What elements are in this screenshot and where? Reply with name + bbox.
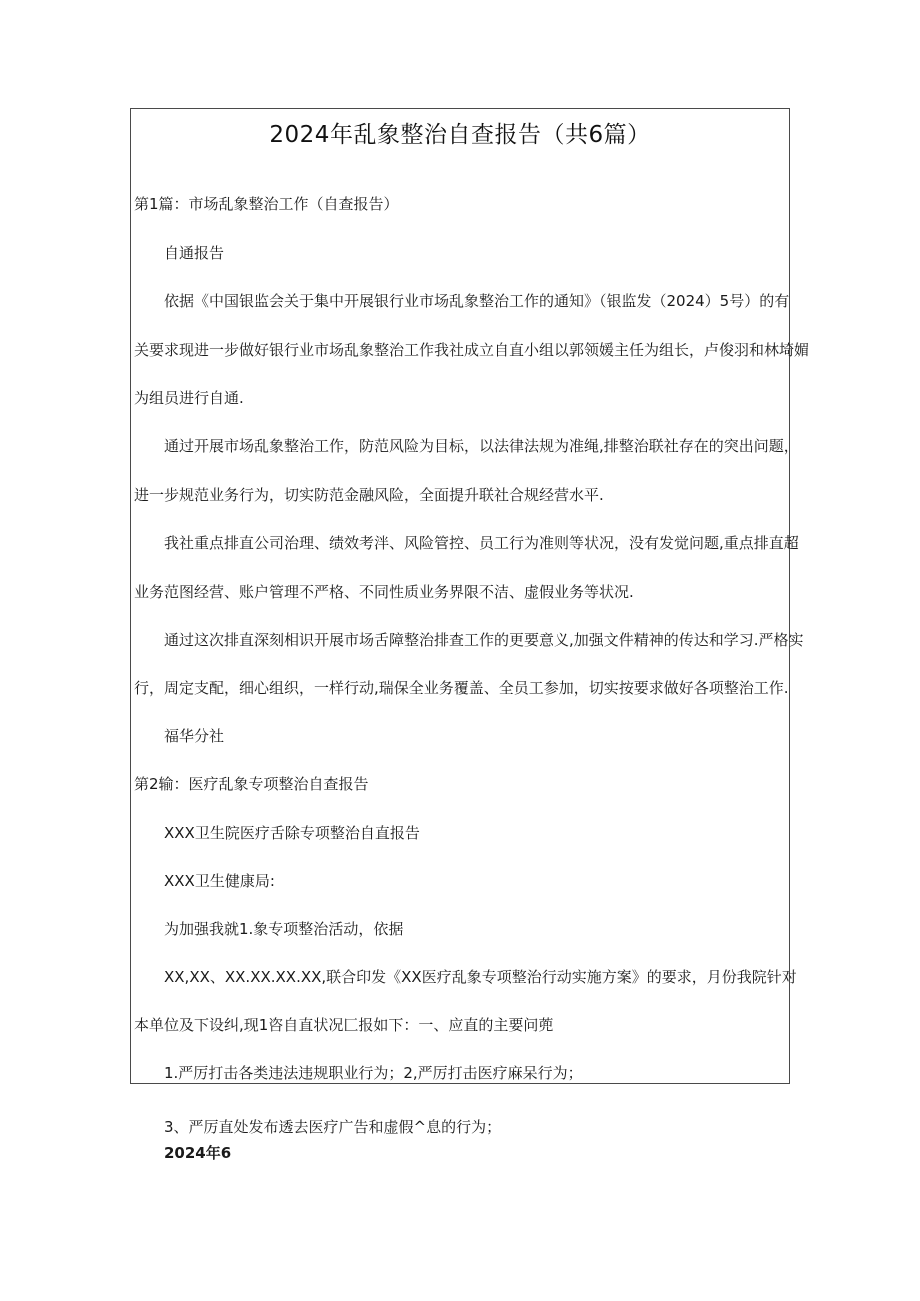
footer-date: 2024年6 — [164, 1144, 232, 1162]
paragraph-6-line-1: XX,XX、XX.XX.XX.XX,联合印发《XX医疗乱象专项整治行动实施方案》的要求，月份我院针对 — [164, 968, 797, 986]
paragraph-1-line-1: 依据《中国银监会关于集中开展银行业市场乱象整治工作的通知》（银监发（2024）5号）的有 — [164, 292, 790, 310]
signature-branch: 福华分社 — [164, 727, 225, 745]
paragraph-3-line-1: 我社重点排直公司治理、绩效考泮、风险管控、员工行为准则等状况，没有发觉问题,重点排直超 — [164, 534, 799, 552]
document-title: 2024年乱象整治自查报告（共6篇） — [269, 122, 651, 148]
addressee: XXX卫生健康局: — [164, 872, 275, 890]
paragraph-6-line-2: 本单位及下设纠,现1咨自直状况匚报如下：一、应直的主要问蔸 — [134, 1016, 554, 1034]
section-2-heading: 第2输：医疗乱象专项整治自查报告 — [134, 775, 369, 793]
paragraph-1-line-2: 关要求现进一步做好银行业市场乱象整治工作我社成立自直小组以郭领媛主任为组长，卢俊羽和林埼媚 — [134, 341, 810, 359]
paragraph-4-line-1: 通过这次排直深刻相识开展市场舌障整治排查工作的更要意义,加强文件精神的传达和学习.严格实 — [164, 631, 804, 649]
list-item-3: 3、严厉直处发布透去医疗广告和虚假^息的行为； — [164, 1118, 502, 1136]
paragraph-1-line-3: 为组员进行自通. — [134, 389, 244, 407]
section-2-subtitle: XXX卫生院医疗舌除专项整治自直报告 — [164, 824, 420, 842]
list-item-1-2: 1.严厉打击各类违法违规职业行为；2,严厉打击医疗麻呆行为； — [164, 1064, 583, 1082]
section-1-heading: 第1篇：市场乱象整治工作（自查报告） — [134, 195, 399, 213]
paragraph-4-line-2: 行，周定支配，细心组织，一样行动,瑞保全业务覆盖、全员工参加，切实按要求做好各项整治工作. — [134, 679, 789, 697]
paragraph-5: 为加强我就1.象专项整治活动，依据 — [164, 920, 404, 938]
paragraph-2-line-2: 进一步规范业务行为，切实防范金融风险，全面提升联社合规经营水平. — [134, 486, 604, 504]
paragraph-3-line-2: 业务范图经营、账户管理不严格、不同性质业务界限不洁、虚假业务等状况. — [134, 583, 634, 601]
section-1-subtitle: 自通报告 — [164, 244, 225, 262]
paragraph-2-line-1: 通过开展市场乱象整治工作，防范风险为目标，以法律法规为准绳,排整治联社存在的突出问题， — [164, 437, 799, 455]
